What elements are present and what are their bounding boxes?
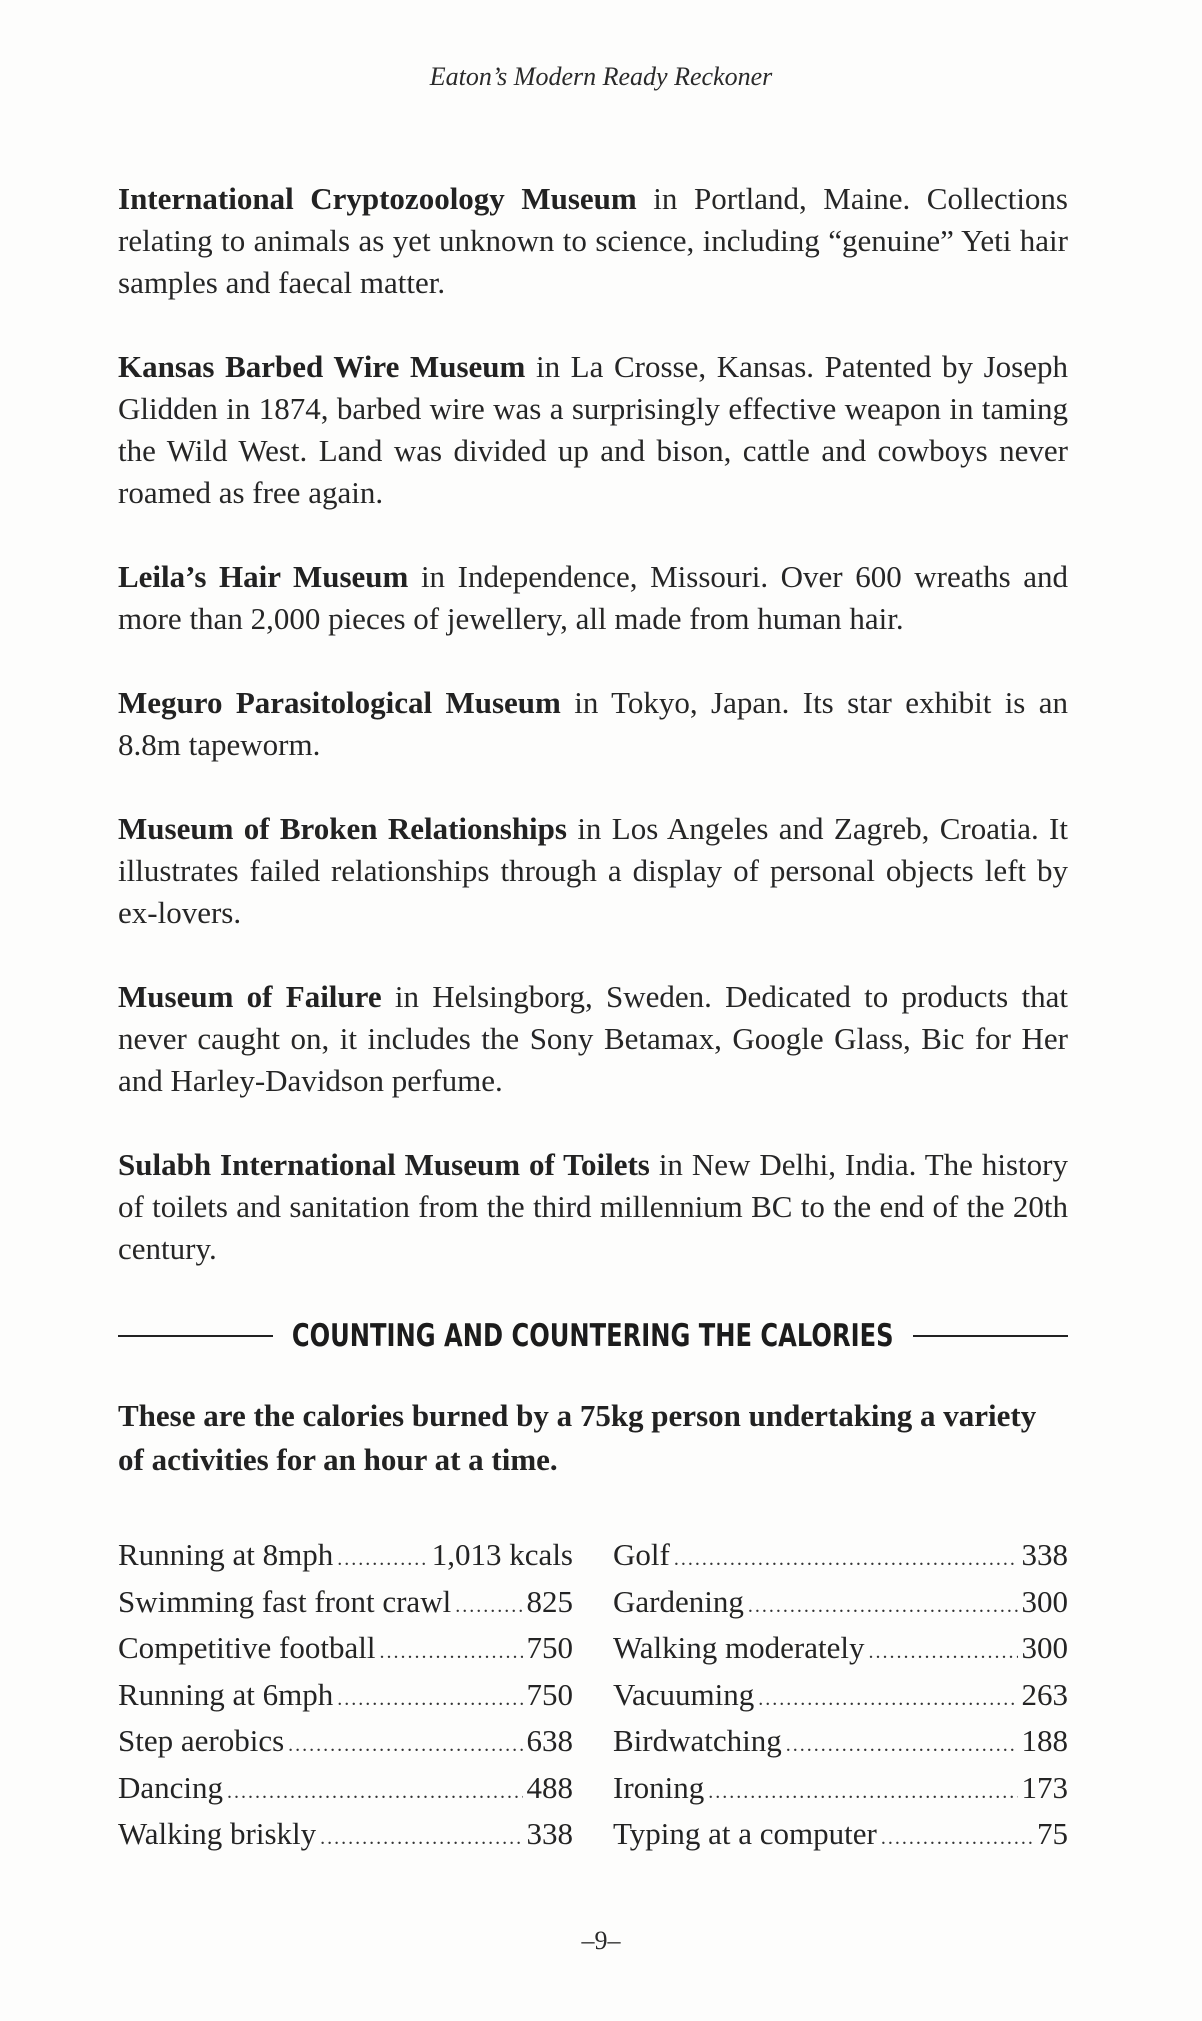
calorie-row xyxy=(613,1720,1068,1767)
museum-description: in Los Angeles and Zagreb, Croatia. It illustrates failed relationships through a display of personal objects left by ex-lovers. xyxy=(118,811,1068,930)
rule-right xyxy=(913,1335,1068,1337)
calorie-value: 1,013 kcals xyxy=(431,1537,573,1572)
museum-name: Leila’s Hair Museum xyxy=(118,559,409,594)
page-number: –9– xyxy=(581,1926,621,1955)
calorie-row xyxy=(118,1674,573,1721)
running-head: Eaton’s Modern Ready Reckoner xyxy=(429,62,773,91)
calorie-row xyxy=(118,1813,573,1860)
calorie-value: 173 xyxy=(1021,1769,1068,1805)
calorie-value: 825 xyxy=(526,1583,573,1619)
museum-name: Meguro Parasitological Museum xyxy=(118,685,561,720)
leader-dots xyxy=(708,1771,1017,1814)
leader-dots xyxy=(337,1678,522,1721)
calories-intro: These are the calories burned by a 75kg person undertaking a variety of activities for an hour at a time. xyxy=(118,1398,1037,1477)
calorie-value: 750 xyxy=(526,1676,573,1712)
museum-entry xyxy=(118,682,1068,766)
leader-dots xyxy=(455,1585,522,1628)
museum-name: International Cryptozoology Museum xyxy=(118,181,637,216)
activity-label: Typing at a computer xyxy=(613,1816,877,1851)
museum-entry xyxy=(118,346,1068,514)
museum-description: in Tokyo, Japan. Its star exhibit is an 8.8m tapeworm. xyxy=(118,685,1068,762)
leader-dots xyxy=(337,1538,428,1581)
activity-label: Swimming fast front crawl xyxy=(118,1583,452,1619)
museum-entry xyxy=(118,1144,1068,1270)
activity-label: Gardening xyxy=(613,1583,744,1619)
activity-label: Competitive football xyxy=(118,1630,376,1665)
calorie-row xyxy=(118,1767,573,1814)
calorie-value: 263 xyxy=(1021,1676,1068,1712)
leader-dots xyxy=(227,1771,522,1814)
leader-dots xyxy=(674,1538,1018,1581)
calories-column-right xyxy=(613,1534,1068,1860)
museum-description: in La Crosse, Kansas. Patented by Joseph Glidden in 1874, barbed wire was a surprisingly effective weapon in taming the Wild West. Land was divided up and bison, cattle and cowboys never roamed as free again. xyxy=(118,349,1068,510)
calorie-value: 300 xyxy=(1021,1630,1068,1665)
activity-label: Golf xyxy=(613,1537,670,1572)
leader-dots xyxy=(786,1724,1018,1767)
museum-description: in Helsingborg, Sweden. Dedicated to products that never caught on, it includes the Sony Betamax, Google Glass, Bic for Her and Harley-Davidson perfume. xyxy=(118,979,1068,1098)
activity-label: Running at 8mph xyxy=(118,1537,334,1572)
calorie-value: 338 xyxy=(1021,1537,1068,1572)
activity-label: Step aerobics xyxy=(118,1723,285,1758)
activity-label: Ironing xyxy=(613,1769,705,1805)
museum-name: Museum of Failure xyxy=(118,979,382,1014)
activity-label: Vacuuming xyxy=(613,1676,755,1712)
museum-description: in Independence, Missouri. Over 600 wreaths and more than 2,000 pieces of jewellery, all made from human hair. xyxy=(118,559,1069,636)
calorie-row xyxy=(613,1767,1068,1814)
calorie-row xyxy=(118,1720,573,1767)
leader-dots xyxy=(881,1817,1033,1860)
section-heading xyxy=(118,1318,1068,1354)
museum-name: Kansas Barbed Wire Museum xyxy=(118,349,526,384)
section-title: COUNTING AND COUNTERING THE CALORIES xyxy=(292,1318,894,1354)
activity-label: Walking briskly xyxy=(118,1816,317,1851)
museum-name: Sulabh International Museum of Toilets xyxy=(118,1147,650,1182)
leader-dots xyxy=(320,1817,522,1860)
activity-label: Running at 6mph xyxy=(118,1676,334,1712)
calorie-row xyxy=(118,1581,573,1628)
museum-entry xyxy=(118,178,1068,304)
calorie-value: 638 xyxy=(526,1723,573,1758)
calorie-row xyxy=(613,1674,1068,1721)
museum-description: in Portland, Maine. Collections relating to animals as yet unknown to science, including “genuine” Yeti hair samples and faecal matter. xyxy=(118,181,1068,300)
calorie-value: 338 xyxy=(526,1816,573,1851)
activity-label: Walking moderately xyxy=(613,1630,865,1665)
rule-left xyxy=(118,1335,273,1337)
leader-dots xyxy=(758,1678,1017,1721)
calorie-value: 488 xyxy=(526,1769,573,1805)
calorie-row xyxy=(118,1534,573,1581)
calorie-value: 188 xyxy=(1021,1723,1068,1758)
page-content xyxy=(118,178,1068,1860)
calorie-value: 75 xyxy=(1037,1816,1068,1851)
museum-name: Museum of Broken Relationships xyxy=(118,811,567,846)
museum-entry xyxy=(118,556,1068,640)
calorie-row xyxy=(613,1813,1068,1860)
calorie-value: 300 xyxy=(1021,1583,1068,1619)
leader-dots xyxy=(288,1724,522,1767)
calorie-row xyxy=(118,1627,573,1674)
activity-label: Dancing xyxy=(118,1769,224,1805)
calories-table xyxy=(118,1534,1068,1860)
calorie-row xyxy=(613,1581,1068,1628)
museum-entry xyxy=(118,976,1068,1102)
leader-dots xyxy=(868,1631,1017,1674)
calorie-value: 750 xyxy=(526,1630,573,1665)
leader-dots xyxy=(379,1631,522,1674)
calorie-row xyxy=(613,1534,1068,1581)
calories-column-left xyxy=(118,1534,573,1860)
calorie-row xyxy=(613,1627,1068,1674)
leader-dots xyxy=(748,1585,1018,1628)
activity-label: Birdwatching xyxy=(613,1723,782,1758)
museum-entry xyxy=(118,808,1068,934)
museum-description: in New Delhi, India. The history of toilets and sanitation from the third millennium BC to the end of the 20th century. xyxy=(118,1147,1068,1266)
